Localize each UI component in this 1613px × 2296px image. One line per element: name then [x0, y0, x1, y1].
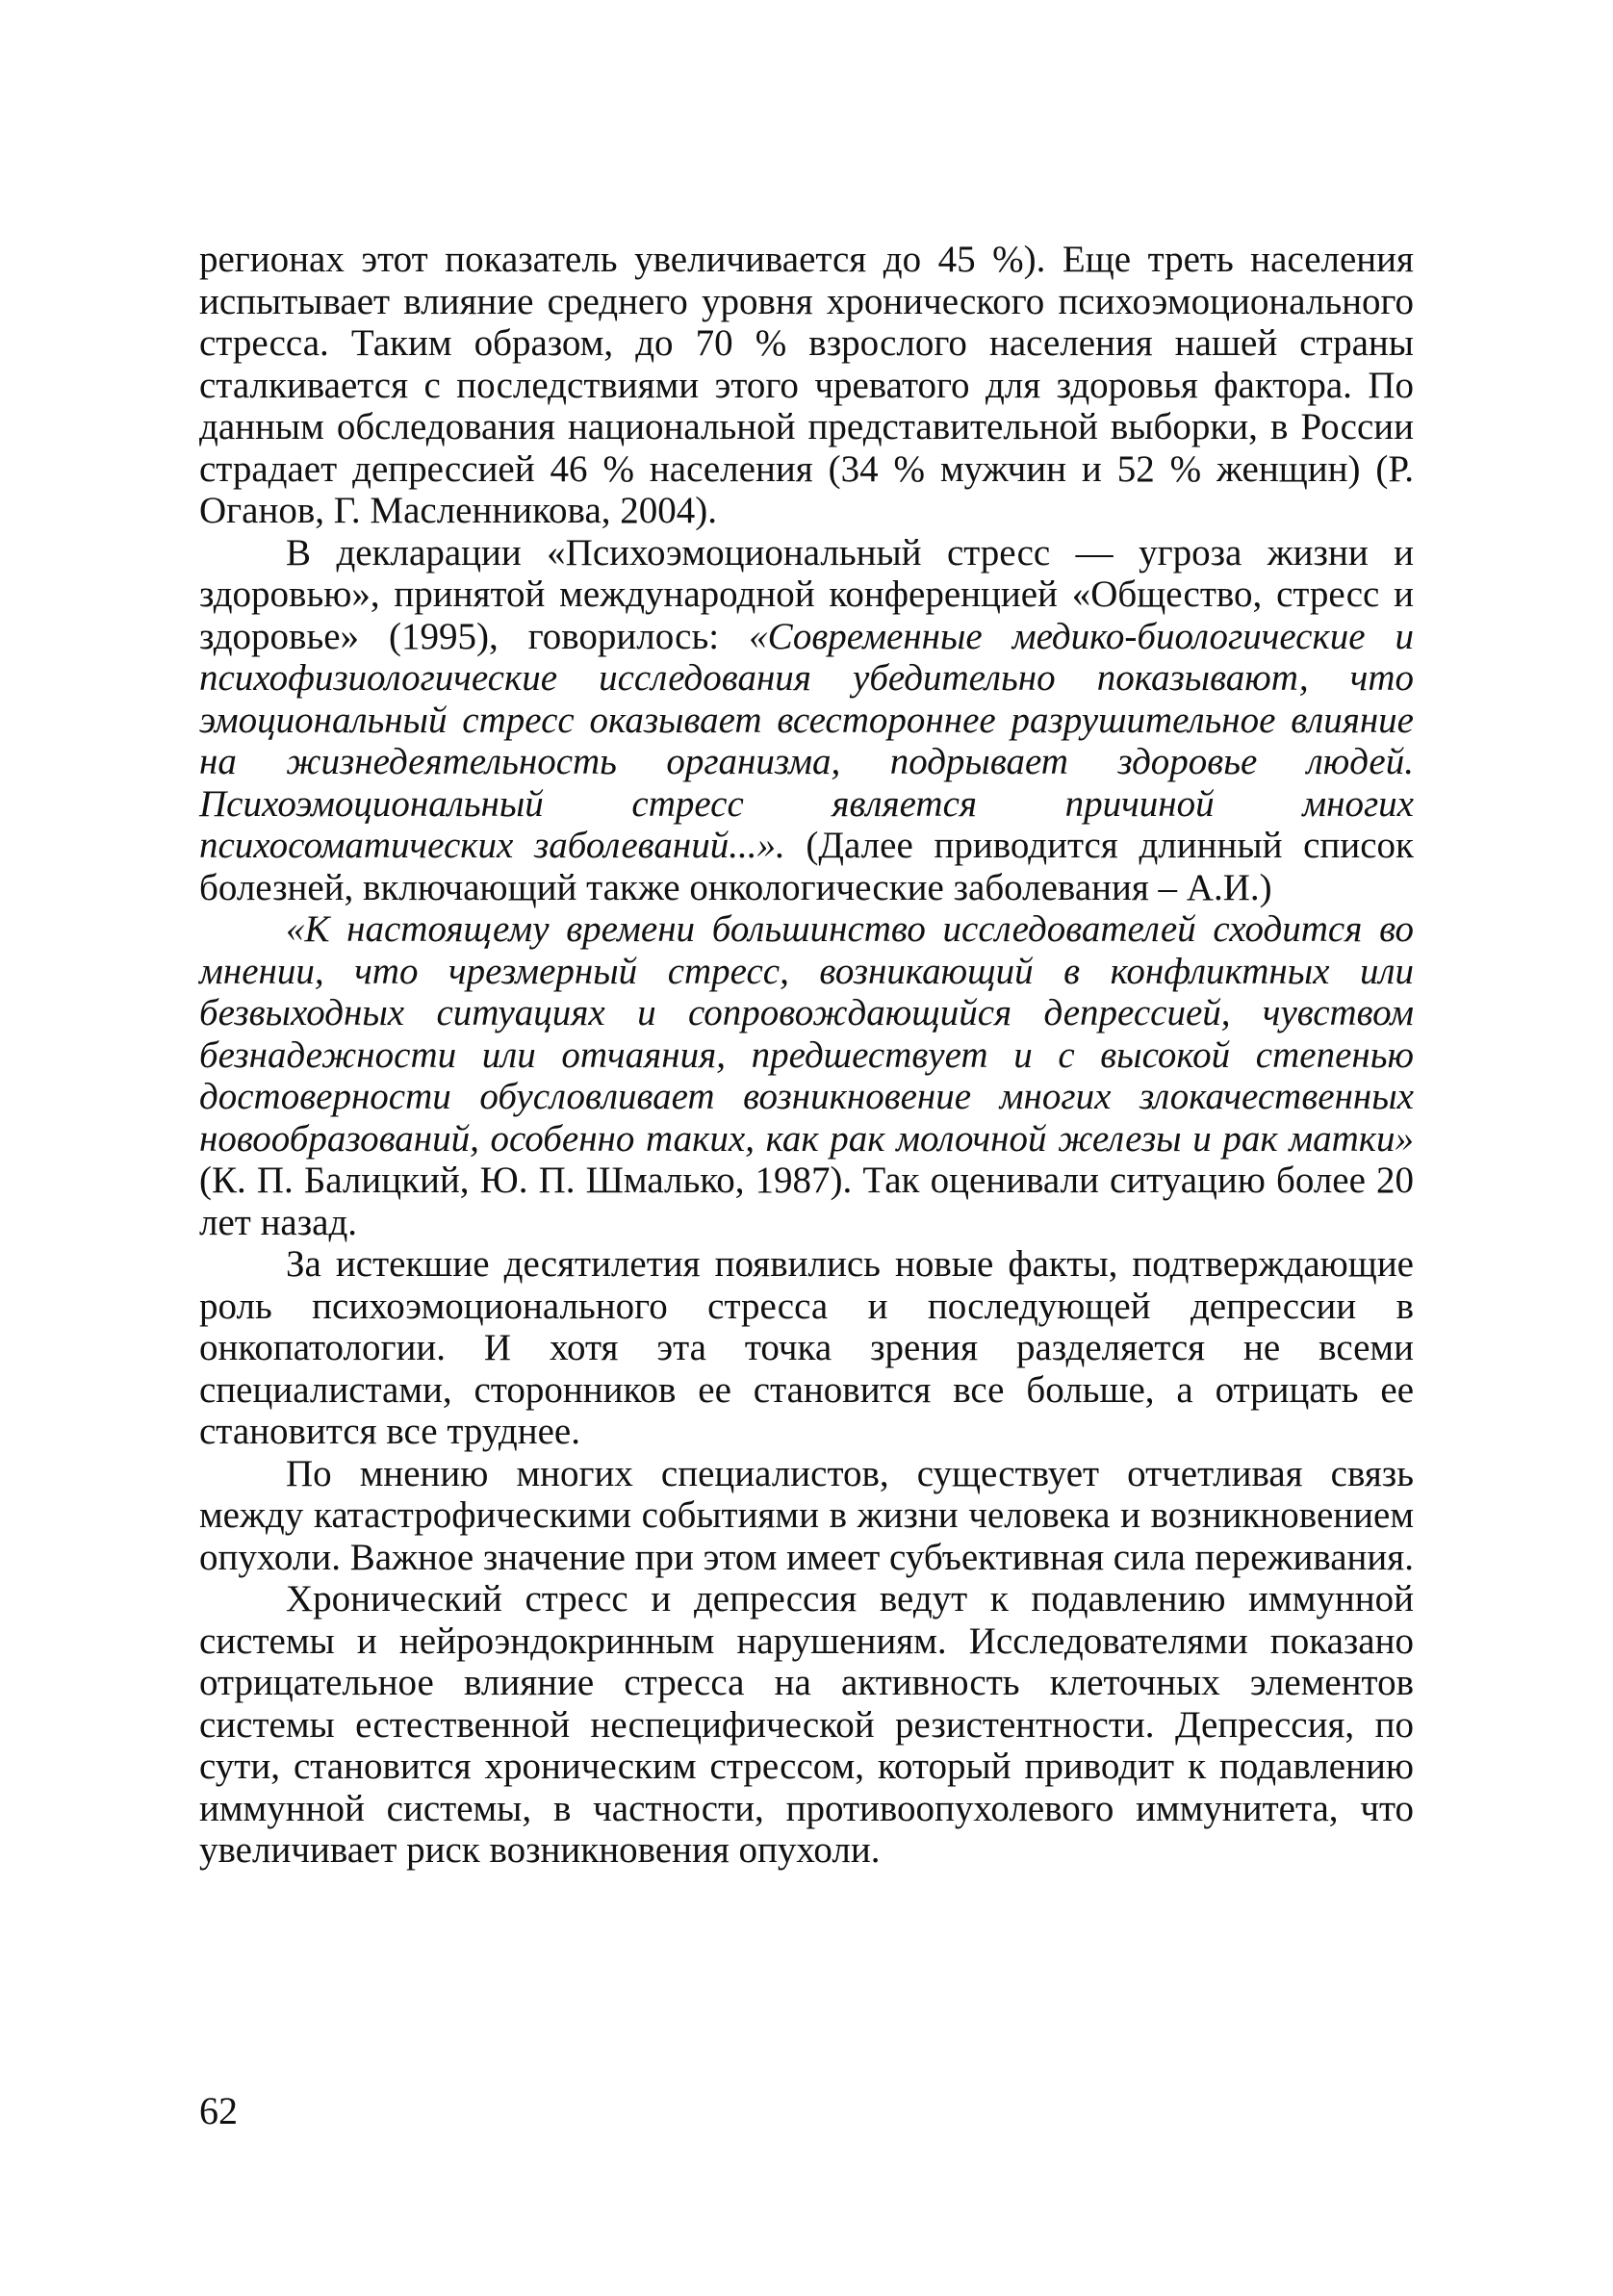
- paragraph-2-tail: (Далее приводится длинный список болезней, включающий также онкологические заболевания – А.И.): [199, 825, 1414, 908]
- paragraph-6: Хронический стресс и депрессия ведут к подавлению иммунной системы и нейроэндокринным нарушениям. Исследователями показано отрицательное влияние стресса на активность клеточных элементов системы естественной неспецифической резистентности. Депрессия, по сути, становится хроническим стрессом, который приводит к подавлению иммунной системы, в частности, противоопухолевого иммунитета, что увеличивает риск возникновения опухоли.: [199, 1578, 1414, 1871]
- page-number: 62: [199, 2089, 238, 2132]
- paragraph-3-tail: (К. П. Балицкий, Ю. П. Шмалько, 1987). Так оценивали ситуацию более 20 лет назад.: [199, 1160, 1414, 1243]
- paragraph-4: За истекшие десятилетия появились новые факты, подтверждающие роль психоэмоционального стресса и последующей депрессии в онкопатологии. И хотя эта точка зрения разделяется не всеми специалистами, сторонников ее становится все больше, а отрицать ее становится все труднее.: [199, 1243, 1414, 1452]
- body-text: [199, 239, 1414, 1872]
- paragraph-2: [199, 532, 1414, 909]
- paragraph-2-lead: В декларации «Психоэмоциональный стресс — угроза жизни и здоровью», принятой международной конференцией «Общество, стресс и здоровье» (1995), говорилось:: [199, 531, 1414, 657]
- paragraph-3: [199, 908, 1414, 1243]
- paragraph-5: По мнению многих специалистов, существует отчетливая связь между катастрофическими событиями в жизни человека и возникновением опухоли. Важное значение при этом имеет субъективная сила переживания.: [199, 1452, 1414, 1578]
- paragraph-1: регионах этот показатель увеличивается до 45 %). Еще треть населения испытывает влияние среднего уровня хронического психоэмоционального стресса. Таким образом, до 70 % взрослого населения нашей страны сталкивается с последствиями этого чреватого для здоровья фактора. По данным обследования национальной представительной выборки, в России страдает депрессией 46 % населения (34 % мужчин и 52 % женщин) (Р. Оганов, Г. Масленникова, 2004).: [199, 239, 1414, 531]
- paragraph-3-quote: «К настоящему времени большинство исследователей сходится во мнении, что чрезмерный стресс, возникающий в конфликтных или безвыходных ситуациях и сопровождающийся депрессией, чувством безнадежности или отчаяния, предшествует и с высокой степенью достоверности обусловливает возникновение многих злокачественных новообразований, особенно таких, как рак молочной железы и рак матки»: [199, 908, 1414, 1160]
- paragraph-2-quote: «Современные медико-биологические и психофизиологические исследования убедительно показывают, что эмоциональный стресс оказывает всестороннее разрушительное влияние на жизнедеятельность организма, подрывает здоровье людей. Психоэмоциональный стресс является причиной многих психосоматических заболеваний...».: [199, 615, 1414, 866]
